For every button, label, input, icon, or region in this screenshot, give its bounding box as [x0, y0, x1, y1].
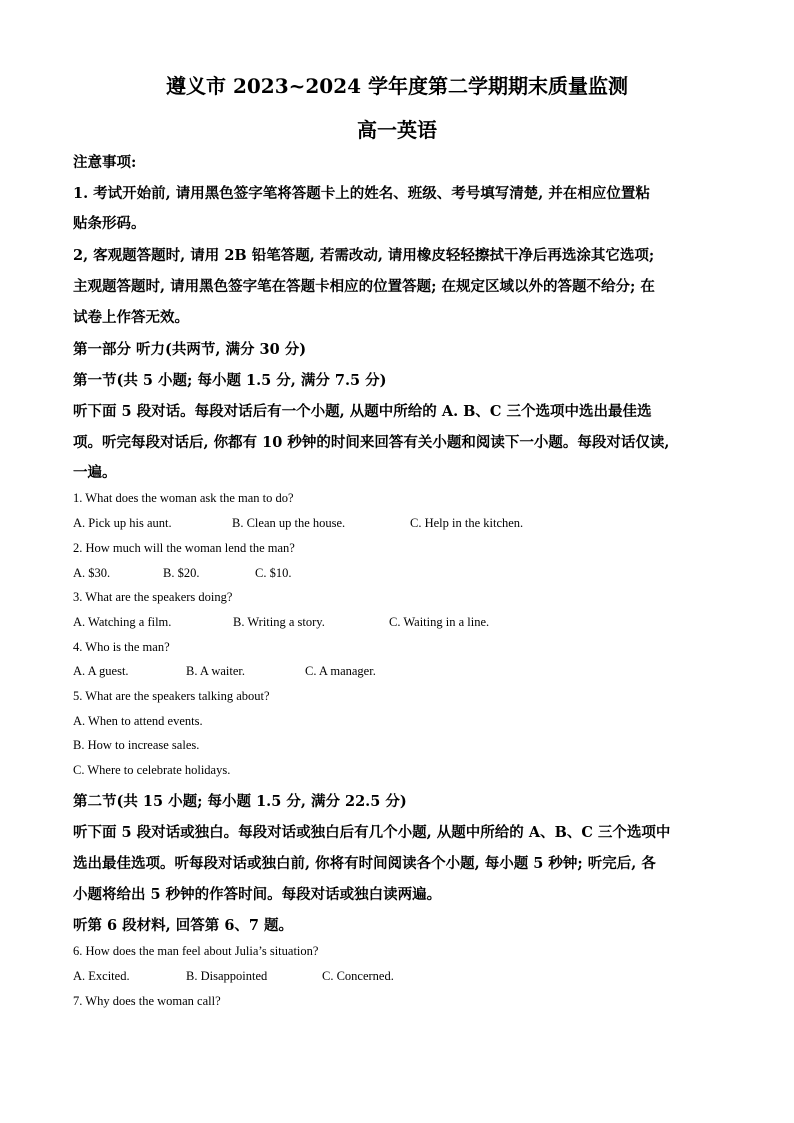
section2-instructions-line-3: 小题将给出 5 秒钟的作答时间。每段对话或独白读两遍。 — [73, 886, 442, 903]
question-5: 5. What are the speakers talking about? — [73, 689, 270, 703]
section1-heading: 第一节(共 5 小题; 每小题 1.5 分, 满分 7.5 分) — [73, 372, 387, 389]
question-2-option-c: C. $10. — [255, 566, 292, 580]
question-2-option-b: B. $20. — [163, 566, 200, 580]
question-6-option-c: C. Concerned. — [322, 969, 394, 983]
question-1-option-b: B. Clean up the house. — [232, 516, 346, 530]
question-3-option-c: C. Waiting in a line. — [389, 615, 490, 629]
question-4-option-a: A. A guest. — [73, 664, 129, 678]
exam-title: 遵义市 2023~2024 学年度第二学期期末质量监测 — [165, 74, 628, 98]
question-3: 3. What are the speakers doing? — [73, 590, 233, 604]
note-1-line-1: 1. 考试开始前, 请用黑色签字笔将答题卡上的姓名、班级、考号填写清楚, 并在相应位置粘 — [73, 185, 650, 202]
question-2-option-a: A. $30. — [73, 566, 111, 580]
question-2: 2. How much will the woman lend the man? — [73, 541, 295, 555]
section2-heading: 第二节(共 15 小题; 每小题 1.5 分, 满分 22.5 分) — [73, 793, 407, 810]
question-1-option-a: A. Pick up his aunt. — [73, 516, 172, 530]
question-5-option-a: A. When to attend events. — [73, 714, 203, 728]
exam-subject: 高一英语 — [357, 118, 437, 142]
section2-instructions-line-1: 听下面 5 段对话或独白。每段对话或独白后有几个小题, 从题中所给的 A、B、C 三个选项中 — [73, 824, 671, 841]
material-6-heading: 听第 6 段材料, 回答第 6、7 题。 — [73, 917, 294, 934]
question-6-option-a: A. Excited. — [73, 969, 130, 983]
question-5-option-c: C. Where to celebrate holidays. — [73, 763, 231, 777]
note-1-line-2: 贴条形码。 — [73, 215, 146, 232]
question-4: 4. Who is the man? — [73, 640, 170, 654]
part1-heading: 第一部分 听力(共两节, 满分 30 分) — [73, 341, 307, 358]
question-6-option-b: B. Disappointed — [186, 969, 268, 983]
question-6: 6. How does the man feel about Julia’s situation? — [73, 944, 319, 958]
note-2-line-2: 主观题答题时, 请用黑色签字笔在答题卡相应的位置答题; 在规定区域以外的答题不给分; 在 — [73, 278, 655, 295]
question-3-option-a: A. Watching a film. — [73, 615, 172, 629]
note-2-line-3: 试卷上作答无效。 — [73, 309, 189, 326]
section1-instructions-line-2: 项。听完每段对话后, 你都有 10 秒钟的时间来回答有关小题和阅读下一小题。每段对话仅读, — [73, 434, 670, 451]
note-2-line-1: 2, 客观题答题时, 请用 2B 铅笔答题, 若需改动, 请用橡皮轻轻擦拭干净后再选涂其它选项; — [73, 247, 655, 264]
question-5-option-b: B. How to increase sales. — [73, 738, 200, 752]
section2-instructions-line-2: 选出最佳选项。听每段对话或独白前, 你将有时间阅读各个小题, 每小题 5 秒钟; 听完后, 各 — [73, 855, 656, 872]
section1-instructions-line-3: 一遍。 — [73, 464, 117, 481]
question-1-option-c: C. Help in the kitchen. — [410, 516, 524, 530]
question-4-option-c: C. A manager. — [305, 664, 376, 678]
question-3-option-b: B. Writing a story. — [233, 615, 325, 629]
question-1: 1. What does the woman ask the man to do? — [73, 491, 294, 505]
question-4-option-b: B. A waiter. — [186, 664, 246, 678]
section1-instructions-line-1: 听下面 5 段对话。每段对话后有一个小题, 从题中所给的 A. B、C 三个选项中选出最佳选 — [73, 403, 652, 420]
notes-heading: 注意事项: — [73, 154, 137, 171]
question-7: 7. Why does the woman call? — [73, 994, 221, 1008]
